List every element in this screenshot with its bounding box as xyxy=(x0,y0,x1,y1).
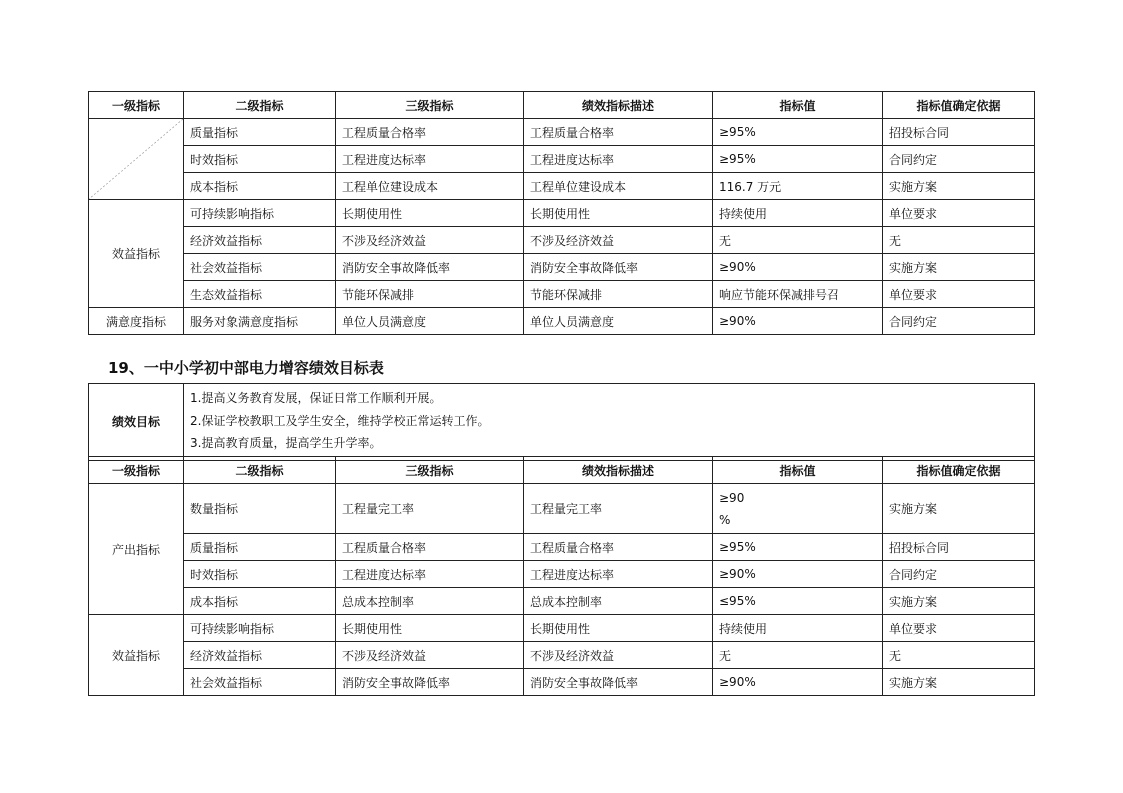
level2-cell: 成本指标 xyxy=(184,173,336,200)
description-cell: 工程质量合格率 xyxy=(524,119,713,146)
basis-cell: 招投标合同 xyxy=(883,119,1035,146)
level2-cell: 社会效益指标 xyxy=(184,669,336,696)
value-cell xyxy=(713,484,883,534)
level3-cell: 工程质量合格率 xyxy=(336,534,524,561)
level3-cell: 单位人员满意度 xyxy=(336,308,524,335)
performance-goals xyxy=(88,383,1035,461)
goal-line: 2.保证学校教职工及学生安全，维持学校正常运转工作。 xyxy=(190,413,490,428)
description-cell: 单位人员满意度 xyxy=(524,308,713,335)
performance-table-1 xyxy=(88,91,1035,335)
description-cell: 消防安全事故降低率 xyxy=(524,669,713,696)
basis-cell: 无 xyxy=(883,642,1035,669)
table-row xyxy=(89,146,1035,173)
description-cell: 长期使用性 xyxy=(524,615,713,642)
level2-cell: 生态效益指标 xyxy=(184,281,336,308)
level3-cell: 消防安全事故降低率 xyxy=(336,669,524,696)
level1-cell: 产出指标 xyxy=(89,484,184,615)
basis-cell: 合同约定 xyxy=(883,146,1035,173)
level3-cell: 不涉及经济效益 xyxy=(336,227,524,254)
value-cell: ≥95% xyxy=(713,119,883,146)
header-level1: 一级指标 xyxy=(89,457,184,484)
table-row xyxy=(89,588,1035,615)
value-cell: 无 xyxy=(713,642,883,669)
basis-cell: 无 xyxy=(883,227,1035,254)
header-level3: 三级指标 xyxy=(336,457,524,484)
description-cell: 工程质量合格率 xyxy=(524,534,713,561)
table-header-row xyxy=(89,457,1035,484)
basis-cell: 实施方案 xyxy=(883,254,1035,281)
level1-cell: 效益指标 xyxy=(89,200,184,308)
level2-cell: 质量指标 xyxy=(184,534,336,561)
description-cell: 消防安全事故降低率 xyxy=(524,254,713,281)
goal-line: 1.提高义务教育发展，保证日常工作顺利开展。 xyxy=(190,391,442,405)
level2-cell: 质量指标 xyxy=(184,119,336,146)
basis-cell: 实施方案 xyxy=(883,669,1035,696)
level3-cell: 工程进度达标率 xyxy=(336,561,524,588)
header-level2: 二级指标 xyxy=(184,457,336,484)
value-part: ≥90 xyxy=(719,490,745,505)
level2-cell: 成本指标 xyxy=(184,588,336,615)
header-basis: 指标值确定依据 xyxy=(883,92,1035,119)
level3-cell: 长期使用性 xyxy=(336,200,524,227)
table-row xyxy=(89,254,1035,281)
table-row xyxy=(89,173,1035,200)
level2-cell: 数量指标 xyxy=(184,484,336,534)
header-basis: 指标值确定依据 xyxy=(883,457,1035,484)
level2-cell: 可持续影响指标 xyxy=(184,200,336,227)
value-cell: 持续使用 xyxy=(713,615,883,642)
diagonal-line xyxy=(89,119,183,199)
performance-table-2 xyxy=(88,456,1035,696)
description-cell: 工程量完工率 xyxy=(524,484,713,534)
level2-cell: 时效指标 xyxy=(184,561,336,588)
value-cell: ≥95% xyxy=(713,146,883,173)
level1-cell: 满意度指标 xyxy=(89,308,184,335)
header-value: 指标值 xyxy=(713,92,883,119)
level2-cell: 经济效益指标 xyxy=(184,227,336,254)
header-level1: 一级指标 xyxy=(89,92,184,119)
table-row xyxy=(89,642,1035,669)
section-title: 19、一中小学初中部电力增容绩效目标表 xyxy=(108,359,384,377)
description-cell: 工程单位建设成本 xyxy=(524,173,713,200)
description-cell: 工程进度达标率 xyxy=(524,561,713,588)
level3-cell: 工程单位建设成本 xyxy=(336,173,524,200)
table-row xyxy=(89,200,1035,227)
table-row xyxy=(89,119,1035,146)
value-cell: 响应节能环保减排号召 xyxy=(713,281,883,308)
header-value: 指标值 xyxy=(713,457,883,484)
description-cell: 总成本控制率 xyxy=(524,588,713,615)
goal-line: 3.提高教育质量，提高学生升学率。 xyxy=(190,436,382,450)
description-cell: 节能环保减排 xyxy=(524,281,713,308)
header-level2: 二级指标 xyxy=(184,92,336,119)
table-row xyxy=(89,615,1035,642)
basis-cell: 合同约定 xyxy=(883,561,1035,588)
description-cell: 不涉及经济效益 xyxy=(524,642,713,669)
description-cell: 工程进度达标率 xyxy=(524,146,713,173)
level3-cell: 总成本控制率 xyxy=(336,588,524,615)
basis-cell: 实施方案 xyxy=(883,588,1035,615)
table-row xyxy=(89,561,1035,588)
value-cell: ≤95% xyxy=(713,588,883,615)
value-cell: 无 xyxy=(713,227,883,254)
table-row xyxy=(89,227,1035,254)
value-cell: ≥90% xyxy=(713,254,883,281)
table-row xyxy=(89,484,1035,534)
level2-cell: 服务对象满意度指标 xyxy=(184,308,336,335)
basis-cell: 单位要求 xyxy=(883,200,1035,227)
value-cell: 116.7 万元 xyxy=(713,173,883,200)
level3-cell: 长期使用性 xyxy=(336,615,524,642)
basis-cell: 招投标合同 xyxy=(883,534,1035,561)
goals-label: 绩效目标 xyxy=(89,384,184,461)
basis-cell: 实施方案 xyxy=(883,484,1035,534)
level2-cell: 经济效益指标 xyxy=(184,642,336,669)
level3-cell: 消防安全事故降低率 xyxy=(336,254,524,281)
value-unit: % xyxy=(719,512,731,527)
description-cell: 长期使用性 xyxy=(524,200,713,227)
level2-cell: 时效指标 xyxy=(184,146,336,173)
level1-cell-blank xyxy=(89,119,184,200)
value-cell: ≥90% xyxy=(713,669,883,696)
header-level3: 三级指标 xyxy=(336,92,524,119)
value-cell: ≥90% xyxy=(713,561,883,588)
header-description: 绩效指标描述 xyxy=(524,457,713,484)
level3-cell: 节能环保减排 xyxy=(336,281,524,308)
basis-cell: 单位要求 xyxy=(883,615,1035,642)
goals-content xyxy=(184,384,1035,461)
table-row xyxy=(89,534,1035,561)
level2-cell: 社会效益指标 xyxy=(184,254,336,281)
table-row xyxy=(89,308,1035,335)
level3-cell: 工程量完工率 xyxy=(336,484,524,534)
basis-cell: 单位要求 xyxy=(883,281,1035,308)
value-cell: 持续使用 xyxy=(713,200,883,227)
value-cell: ≥90% xyxy=(713,308,883,335)
table-row xyxy=(89,669,1035,696)
value-cell: ≥95% xyxy=(713,534,883,561)
level3-cell: 工程质量合格率 xyxy=(336,119,524,146)
basis-cell: 实施方案 xyxy=(883,173,1035,200)
level2-cell: 可持续影响指标 xyxy=(184,615,336,642)
table-row xyxy=(89,281,1035,308)
basis-cell: 合同约定 xyxy=(883,308,1035,335)
table-header-row xyxy=(89,92,1035,119)
description-cell: 不涉及经济效益 xyxy=(524,227,713,254)
level1-cell: 效益指标 xyxy=(89,615,184,696)
level3-cell: 工程进度达标率 xyxy=(336,146,524,173)
level3-cell: 不涉及经济效益 xyxy=(336,642,524,669)
header-description: 绩效指标描述 xyxy=(524,92,713,119)
